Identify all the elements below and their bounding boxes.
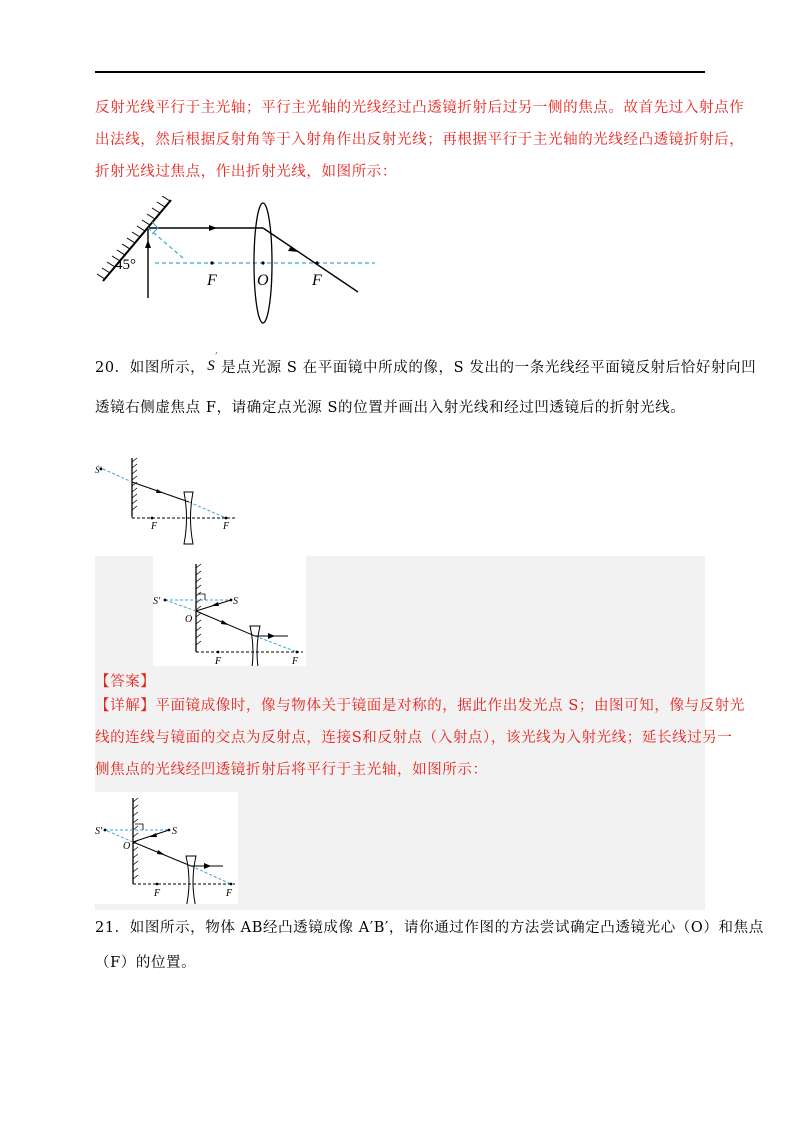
angle-label: 45°	[115, 257, 136, 273]
convex-lens-diagram	[95, 196, 385, 326]
image-label: S'	[95, 465, 102, 475]
explanation-line: 反射光线平行于主光轴；平行主光轴的光线经过凸透镜折射后过另一侧的焦点。故首先过入射点作	[95, 100, 745, 116]
focus-left-label: F	[154, 888, 161, 899]
point-label: O	[185, 614, 193, 625]
question-text: 是点光源 S 在平面镜中所成的像，S 发出的一条光线经平面镜反射后恰好射向凹	[221, 360, 757, 376]
focus-left-label: F	[215, 656, 222, 666]
image-label: S'	[153, 596, 161, 607]
question-number: 20．如图所示，	[95, 360, 206, 376]
image-label: S'	[95, 826, 103, 837]
explanation-line: 出法线，然后根据反射角等于入射角作出反射光线；再根据平行于主光轴的光线经凸透镜折射后，	[95, 132, 745, 148]
detail-line: 【详解】平面镜成像时，像与物体关于镜面是对称的，据此作出发光点 S；由图可知，像与反射光	[95, 698, 745, 714]
detail-tag: 【详解】	[95, 698, 156, 714]
focus-left-label: F	[151, 521, 158, 532]
question-line: （F）的位置。	[95, 955, 197, 971]
question-line: 20．如图所示， S ′ 是点光源 S 在平面镜中所成的像，S 发出的一条光线经平面镜反射后恰好射向凹	[95, 352, 757, 376]
focus-right-label: F	[312, 272, 322, 289]
question-line: 21．如图所示，物体 AB经凸透镜成像 A′B′，请你通过作图的方法尝试确定凸透镜光心（O）和焦点	[95, 920, 764, 936]
concave-lens-question-diagram	[95, 456, 245, 548]
concave-lens-answer-diagram	[153, 556, 306, 666]
question-21	[95, 916, 764, 986]
header-rule	[95, 71, 705, 73]
answer-tag: 【答案】	[95, 674, 156, 690]
source-label: S	[233, 596, 238, 607]
question-line: 透镜右侧虚焦点 F，请确定点光源 S的位置并画出入射光线和经过凹透镜后的折射光线。	[95, 400, 686, 416]
detail-line: 侧焦点的光线经凹透镜折射后将平行于主光轴，如图所示：	[95, 762, 488, 778]
question-20	[95, 352, 757, 436]
detail-line: 线的连线与镜面的交点为反射点，连接S和反射点（入射点），该光线为入射光线；延长线过另一	[95, 730, 733, 746]
focus-right-label: F	[223, 521, 230, 532]
point-label: O	[123, 841, 131, 852]
explanation-top	[95, 96, 745, 186]
focus-left-label: F	[207, 272, 217, 289]
optical-center-label: O	[257, 272, 269, 289]
focus-right-label: F	[226, 888, 233, 899]
focus-right-label: F	[292, 656, 299, 666]
concave-lens-detail-diagram	[95, 792, 238, 904]
source-label: S	[172, 826, 177, 837]
answer-detail	[95, 694, 745, 794]
explanation-line: 折射光线过焦点，作出折射光线，如图所示：	[95, 164, 397, 180]
